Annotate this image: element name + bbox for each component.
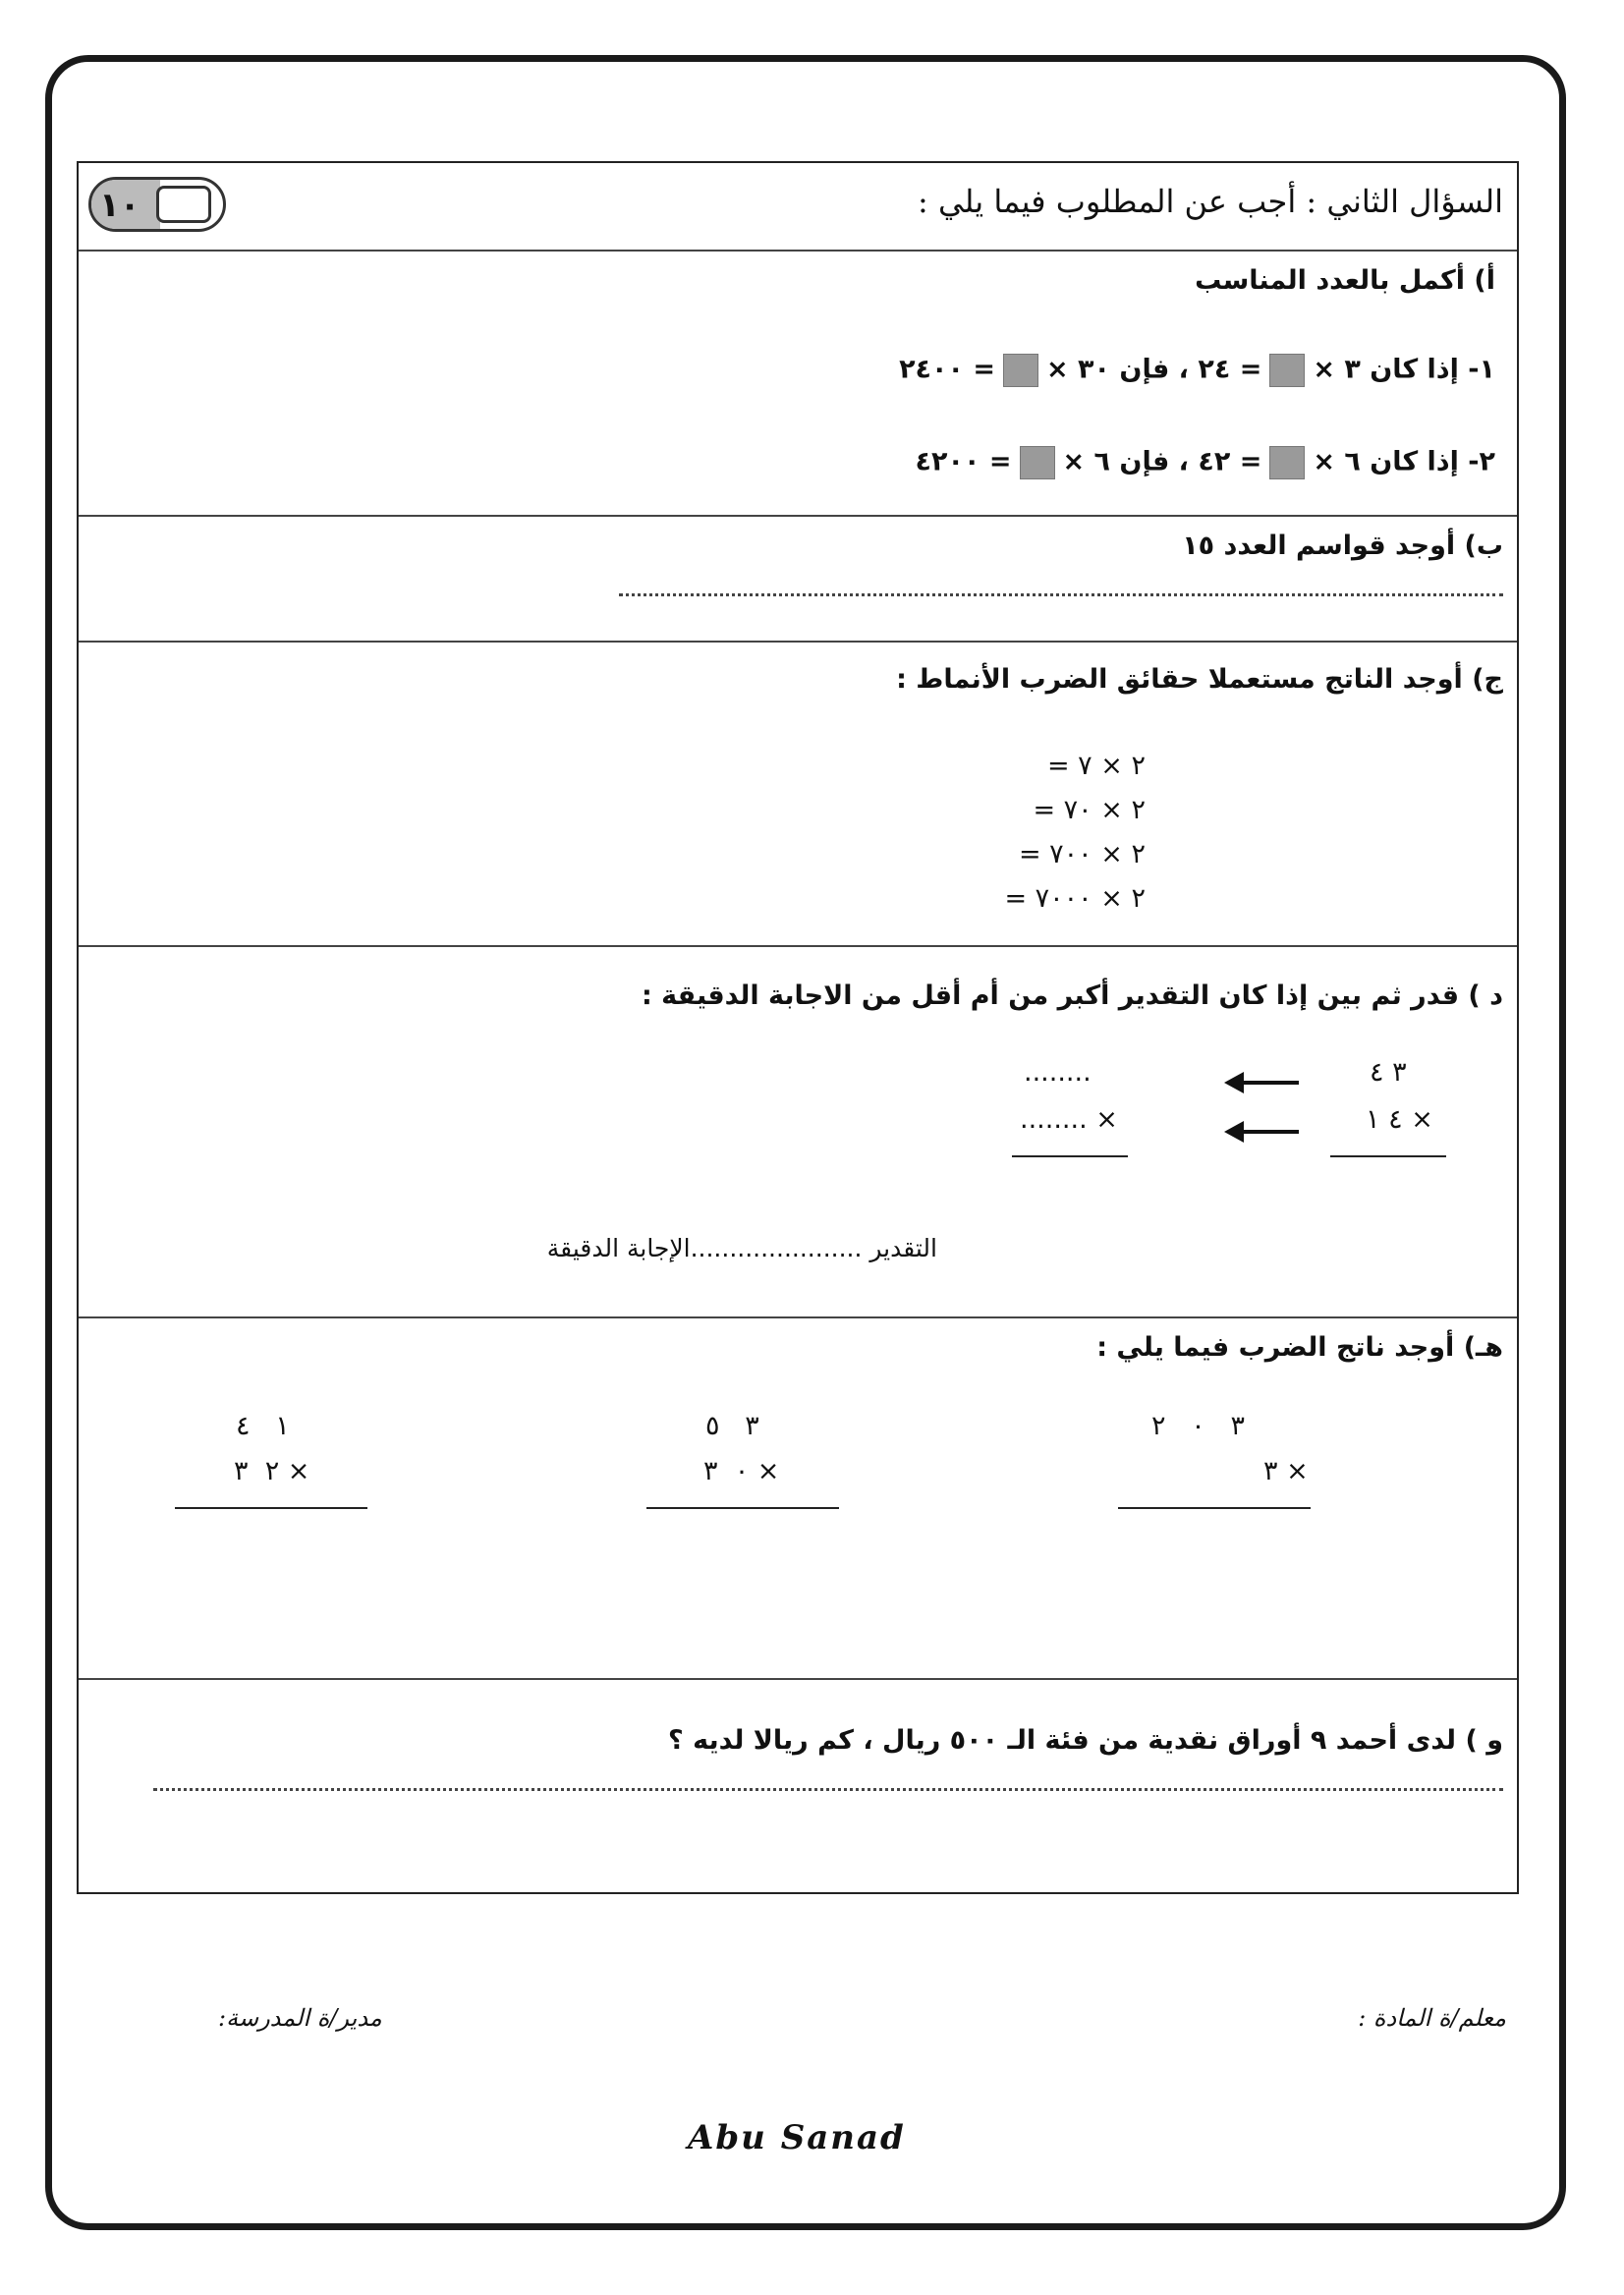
score-value: ١٠ — [99, 186, 140, 225]
section-d — [79, 947, 1517, 1318]
blank-box[interactable] — [1003, 354, 1038, 387]
part-d-heading: د ) قدر ثم بين إذا كان التقدير أكبر من أم أقل من الاجابة الدقيقة : — [641, 980, 1503, 1011]
score-box — [156, 186, 211, 223]
blank-box[interactable] — [1020, 446, 1055, 479]
line2-mid: = ٤٢ ، فإن ٦ × — [1062, 446, 1262, 477]
part-a-line-1 — [899, 354, 1495, 387]
question-title: السؤال الثاني : أجب عن المطلوب فيما يلي : — [918, 183, 1503, 220]
estimate-caption: التقدير ......................الإجابة الدقيقة — [546, 1234, 937, 1262]
header-row — [79, 163, 1517, 252]
section-c — [79, 643, 1517, 947]
problem-2-top: ٣ ٥ — [705, 1411, 759, 1441]
exact-top-number: ٣ ٤ — [1370, 1057, 1407, 1088]
answer-dotted-line[interactable] — [153, 1788, 1503, 1791]
teacher-label: معلم/ة المادة : — [1358, 2004, 1506, 2032]
estimate-bottom-blank[interactable]: × ........ — [1020, 1104, 1118, 1135]
part-f-heading: و ) لدى أحمد ٩ أوراق نقدية من فئة الـ ٥٠٠ ريال ، كم ريالا لديه ؟ — [668, 1725, 1503, 1756]
left-arrow-icon — [1228, 1081, 1299, 1085]
part-e-heading: هـ) أوجد ناتج الضرب فيما يلي : — [1096, 1332, 1503, 1363]
author-signature: Abu Sanad — [688, 2118, 906, 2157]
pattern-row-3: ٢ × ٧٠٠ = — [1018, 839, 1146, 869]
problem-2-bottom: × ٠ ٣ — [703, 1456, 780, 1486]
problem-2-underline — [646, 1507, 839, 1509]
estimate-top-blank[interactable]: ........ — [1024, 1057, 1092, 1088]
pattern-row-1: ٢ × ٧ = — [1046, 751, 1146, 781]
problem-3-bottom: × ٢ ٣ — [234, 1456, 310, 1486]
estimate-underline — [1012, 1155, 1128, 1157]
line2-prefix: ٢- إذا كان ٦ × — [1313, 446, 1495, 477]
exact-underline — [1330, 1155, 1446, 1157]
problem-1-top: ٣ ٠ ٢ — [1151, 1411, 1246, 1441]
line1-suffix: = ٢٤٠٠ — [899, 354, 996, 385]
problem-3-underline — [175, 1507, 367, 1509]
section-a — [79, 252, 1517, 517]
section-e — [79, 1318, 1517, 1680]
part-b-heading: ب) أوجد قواسم العدد ١٥ — [1182, 531, 1503, 561]
line2-suffix: = ٤٢٠٠ — [915, 446, 1012, 477]
problem-3-top: ١ ٤ — [236, 1411, 290, 1441]
exact-bottom-number: × ٤ ١ — [1366, 1104, 1433, 1135]
part-c-heading: ج) أوجد الناتج مستعملا حقائق الضرب الأنماط : — [896, 664, 1503, 695]
blank-box[interactable] — [1269, 446, 1305, 479]
answer-dotted-line[interactable] — [619, 593, 1503, 596]
principal-label: مدير/ة المدرسة: — [218, 2004, 382, 2032]
part-a-line-2 — [916, 446, 1495, 479]
worksheet — [77, 161, 1519, 1894]
section-b — [79, 517, 1517, 643]
score-badge — [88, 177, 226, 232]
blank-box[interactable] — [1269, 354, 1305, 387]
left-arrow-icon — [1228, 1130, 1299, 1134]
part-a-heading: أ) أكمل بالعدد المناسب — [1195, 265, 1495, 296]
problem-1-bottom: × ٣ — [1263, 1456, 1309, 1486]
section-f — [79, 1680, 1517, 1896]
pattern-row-4: ٢ × ٧٠٠٠ = — [1004, 883, 1146, 914]
problem-1-underline — [1118, 1507, 1311, 1509]
pattern-row-2: ٢ × ٧٠ = — [1033, 795, 1146, 825]
line1-mid: = ٢٤ ، فإن ٣٠ × — [1046, 354, 1262, 385]
line1-prefix: ١- إذا كان ٣ × — [1313, 354, 1495, 385]
